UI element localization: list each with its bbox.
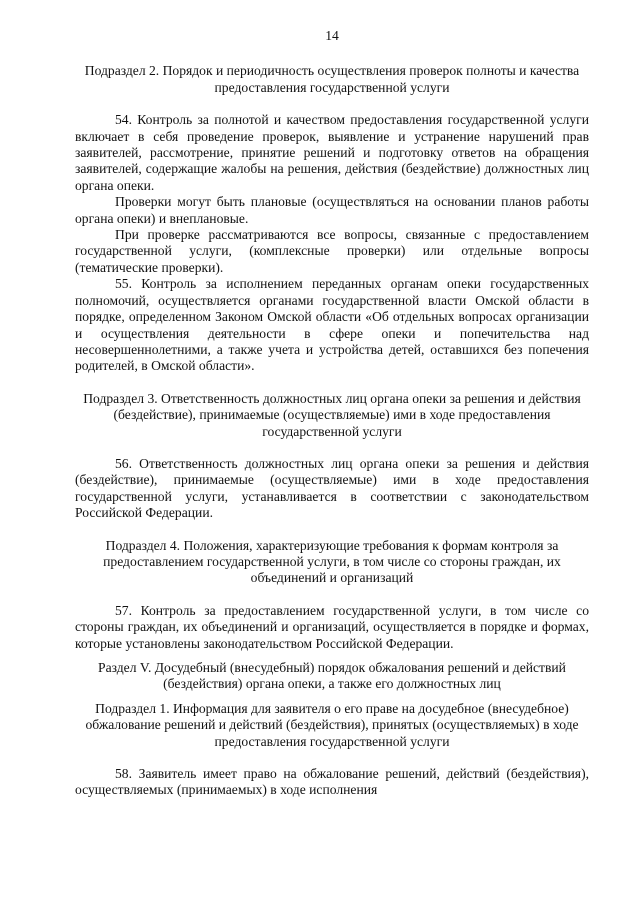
paragraph-57: 57. Контроль за предоставлением государственной услуги, в том числе со стороны граждан, их объединений и организаций, осуществляется в порядке и формах, которые установлены законодательством Российской Федерации. xyxy=(75,602,589,651)
paragraph-56: 56. Ответственность должностных лиц органа опеки за решения и действия (бездействие), принимаемые (осуществляемые) ими в ходе предоставления государственной услуги, устанавливается в соответствии с законодательством Российской Федерации. xyxy=(75,455,589,521)
paragraph-55: 55. Контроль за исполнением переданных органам опеки государственных полномочий, осуществляется органами государственной власти Омской области в порядке, определенном Законом Омской области «Об отдельных вопросах организации и осуществления деятельности в сфере опеки и попечительства над несовершеннолетними, а также учета и устройства детей, оставшихся без попечения родителей, в Омской области». xyxy=(75,276,589,374)
paragraph-54-checks: Проверки могут быть плановые (осуществляться на основании планов работы органа опеки) и внеплановые. xyxy=(75,194,589,226)
paragraph-54: 54. Контроль за полнотой и качеством предоставления государственной услуги включает в себя проведение проверок, выявление и устранение нарушений прав заявителей, рассмотрение, принятие решений и подготовку ответов на обращения заявителей, содержащие жалобы на решения, действия (бездействие) должностных лиц органа опеки. xyxy=(75,112,589,193)
paragraph-58: 58. Заявитель имеет право на обжалование решений, действий (бездействия), осуществляемых (принимаемых) в ходе исполнения xyxy=(75,766,589,798)
subsection-3-heading: Подраздел 3. Ответственность должностных лиц органа опеки за решения и действия (бездействие), принимаемые (осуществляемые) ими в ходе предоставления государственной услуги xyxy=(83,390,581,439)
page-number: 14 xyxy=(325,28,339,43)
document-page xyxy=(75,28,589,799)
section-5-heading: Раздел V. Досудебный (внесудебный) порядок обжалования решений и действий (бездействия) органа опеки, а также его должностных лиц xyxy=(98,660,566,692)
subsection-1-heading: Подраздел 1. Информация для заявителя о его праве на досудебное (внесудебное) обжалование решений и действий (бездействия), принятых (осуществляемых) в ходе предоставления государственной услуги xyxy=(85,700,579,749)
subsection-4-heading: Подраздел 4. Положения, характеризующие требования к формам контроля за предоставлением государственной услуги, в том числе со стороны граждан, их объединений и организаций xyxy=(103,537,561,586)
paragraph-54-scope: При проверке рассматриваются все вопросы, связанные с предоставлением государственной услуги, (комплексные проверки) или отдельные вопросы (тематические проверки). xyxy=(75,227,589,275)
subsection-2-heading: Подраздел 2. Порядок и периодичность осуществления проверок полноты и качества предоставления государственной услуги xyxy=(84,63,580,95)
